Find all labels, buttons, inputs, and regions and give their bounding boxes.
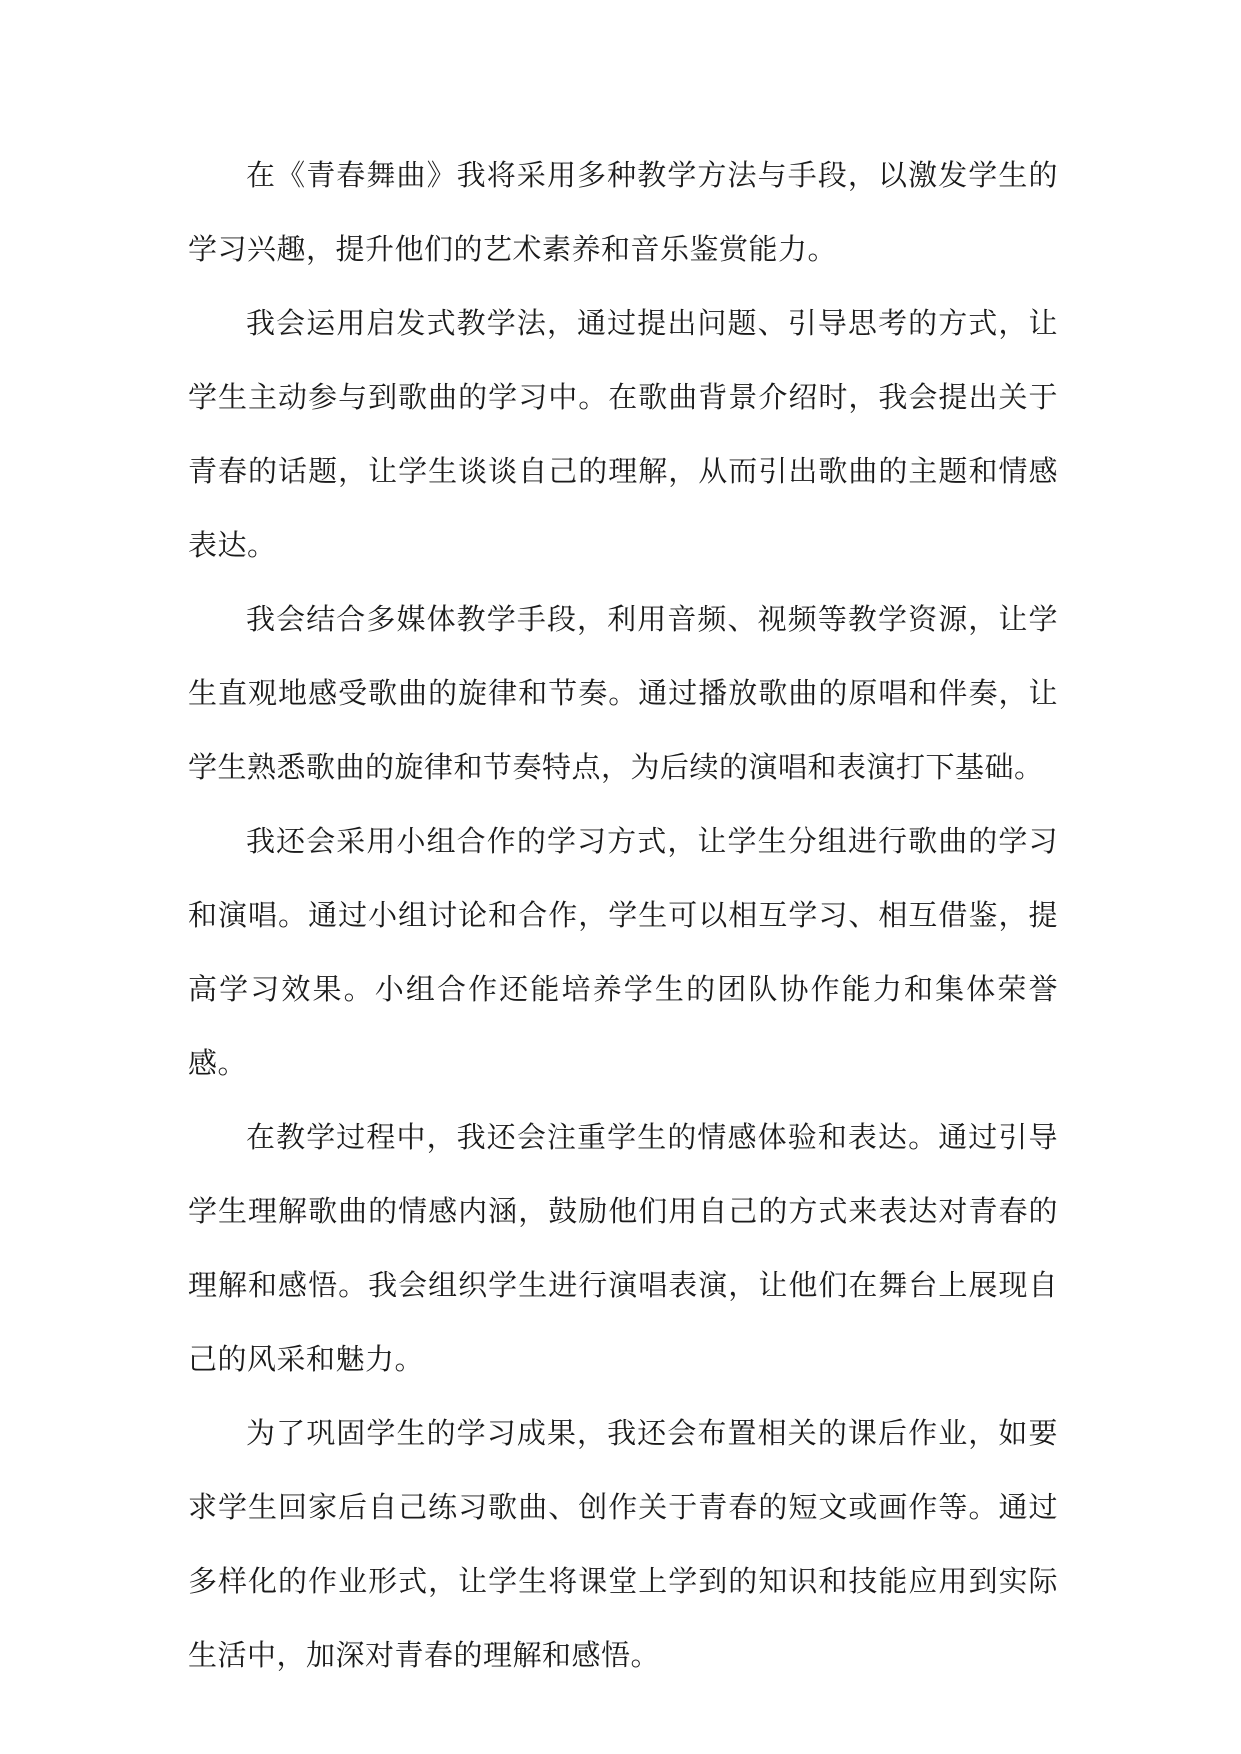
paragraph-5: 在教学过程中，我还会注重学生的情感体验和表达。通过引导学生理解歌曲的情感内涵，鼓励他们用自己的方式来表达对青春的理解和感悟。我会组织学生进行演唱表演，让他们在舞台上展现自己的风采和魅力。 [188,1120,1058,1376]
paragraph-1: 在《青春舞曲》我将采用多种教学方法与手段，以激发学生的学习兴趣，提升他们的艺术素养和音乐鉴赏能力。 [188,158,1058,266]
document-body [188,138,1058,1692]
paragraph-6: 为了巩固学生的学习成果，我还会布置相关的课后作业，如要求学生回家后自己练习歌曲、创作关于青春的短文或画作等。通过多样化的作业形式，让学生将课堂上学到的知识和技能应用到实际生活中，加深对青春的理解和感悟。 [188,1416,1058,1672]
paragraph-2: 我会运用启发式教学法，通过提出问题、引导思考的方式，让学生主动参与到歌曲的学习中。在歌曲背景介绍时，我会提出关于青春的话题，让学生谈谈自己的理解，从而引出歌曲的主题和情感表达。 [188,306,1058,562]
paragraph-4: 我还会采用小组合作的学习方式，让学生分组进行歌曲的学习和演唱。通过小组讨论和合作，学生可以相互学习、相互借鉴，提高学习效果。小组合作还能培养学生的团队协作能力和集体荣誉感。 [188,824,1058,1080]
paragraph-3: 我会结合多媒体教学手段，利用音频、视频等教学资源，让学生直观地感受歌曲的旋律和节奏。通过播放歌曲的原唱和伴奏，让学生熟悉歌曲的旋律和节奏特点，为后续的演唱和表演打下基础。 [188,602,1058,784]
